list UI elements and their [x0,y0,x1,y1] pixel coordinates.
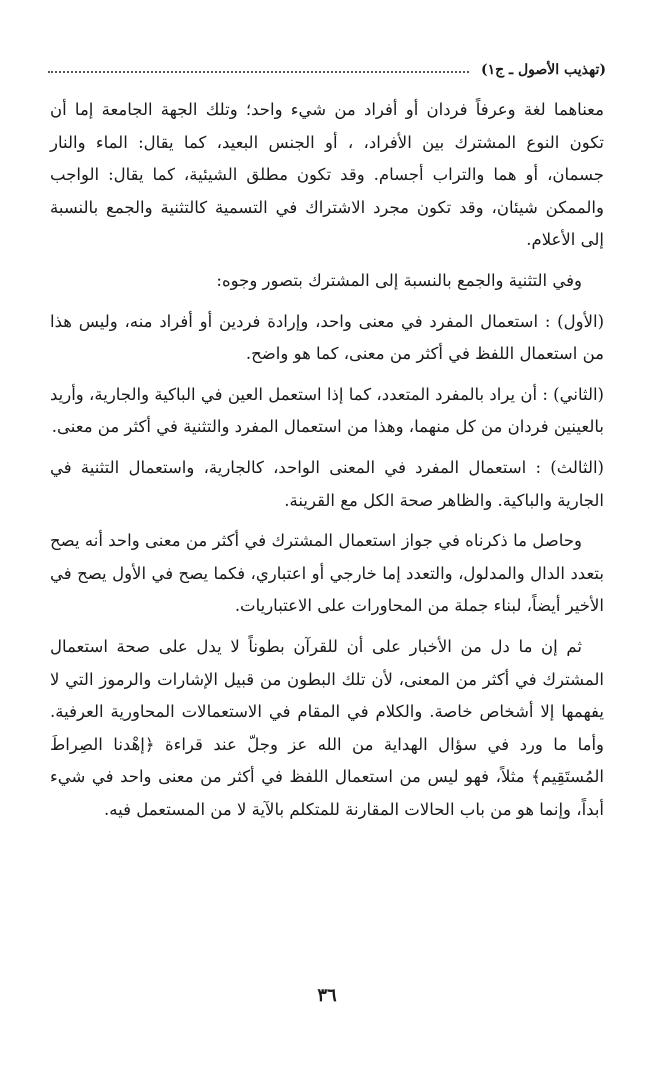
paragraph: وفي التثنية والجمع بالنسبة إلى المشترك بتصور وجوه: [216,270,582,290]
body-text [50,94,604,834]
header-dotted-leader [48,71,469,73]
paragraph: معناهما لغة وعرفاً فردان أو أفراد من شيء واحد؛ وتلك الجهة الجامعة إما أن تكون النوع المشترك بين الأفراد، ، أو الجنس البعيد، كما يقال: الماء والنار جسمان، أو هما والتراب أجسام. وقد تكون مطلق الشيئية، كما يقال: الواجب والممكن شيئان، وقد تكون مجرد الاشتراك في التسمية كالتثنية والجمع بالنسبة إلى الأعلام. [50,100,604,250]
running-title: (تهذيب الأصول ـ ج١) [480,62,606,78]
paragraph: ثم إن ما دل من الأخبار على أن للقرآن بطوناً لا يدل على صحة استعمال المشترك في أكثر من المعنى، لأن تلك البطون من قبيل الإشارات والرموز التي لا يفهمها إلا أشخاص خاصة. والكلام في المقام في الاستعمالات المحاورية العرفية. وأما ما ورد في سؤال الهداية من الله عز وجلّ عند قراءة ﴿إهْدنا الصِراطَ المُستَقِيم﴾ مثلاً، فهو ليس من استعمال اللفظ في أكثر من معنى واحد في شيء أبداً، وإنما هو من باب الحالات المقارنة للمتكلم بالآية لا من المستعمل فيه. [50,636,604,819]
paragraph: (الأول) : استعمال المفرد في معنى واحد، وإرادة فردين أو أفراد منه، وليس هذا من استعمال اللفظ في أكثر من معنى، كما هو واضح. [50,311,604,364]
paragraph: (الثالث) : استعمال المفرد في المعنى الواحد، كالجارية، واستعمال التثنية في الجارية والباكية. والظاهر صحة الكل مع القرينة. [50,457,604,510]
paragraph: (الثاني) : أن يراد بالمفرد المتعدد، كما إذا استعمل العين في الباكية والجارية، وأريد بالعينين فردان من كل منهما، وهذا من استعمال المفرد والتثنية في أكثر من معنى. [50,384,604,437]
running-header [48,58,606,82]
page-number: ٣٦ [317,985,337,1006]
paragraph: وحاصل ما ذكرناه في جواز استعمال المشترك في أكثر من معنى واحد أنه يصح بتعدد الدال والمدلول، والتعدد إما خارجي أو اعتباري، فكما يصح في الأول يصح في الأخير أيضاً، لبناء جملة من المحاورات على الاعتباريات. [50,531,604,616]
